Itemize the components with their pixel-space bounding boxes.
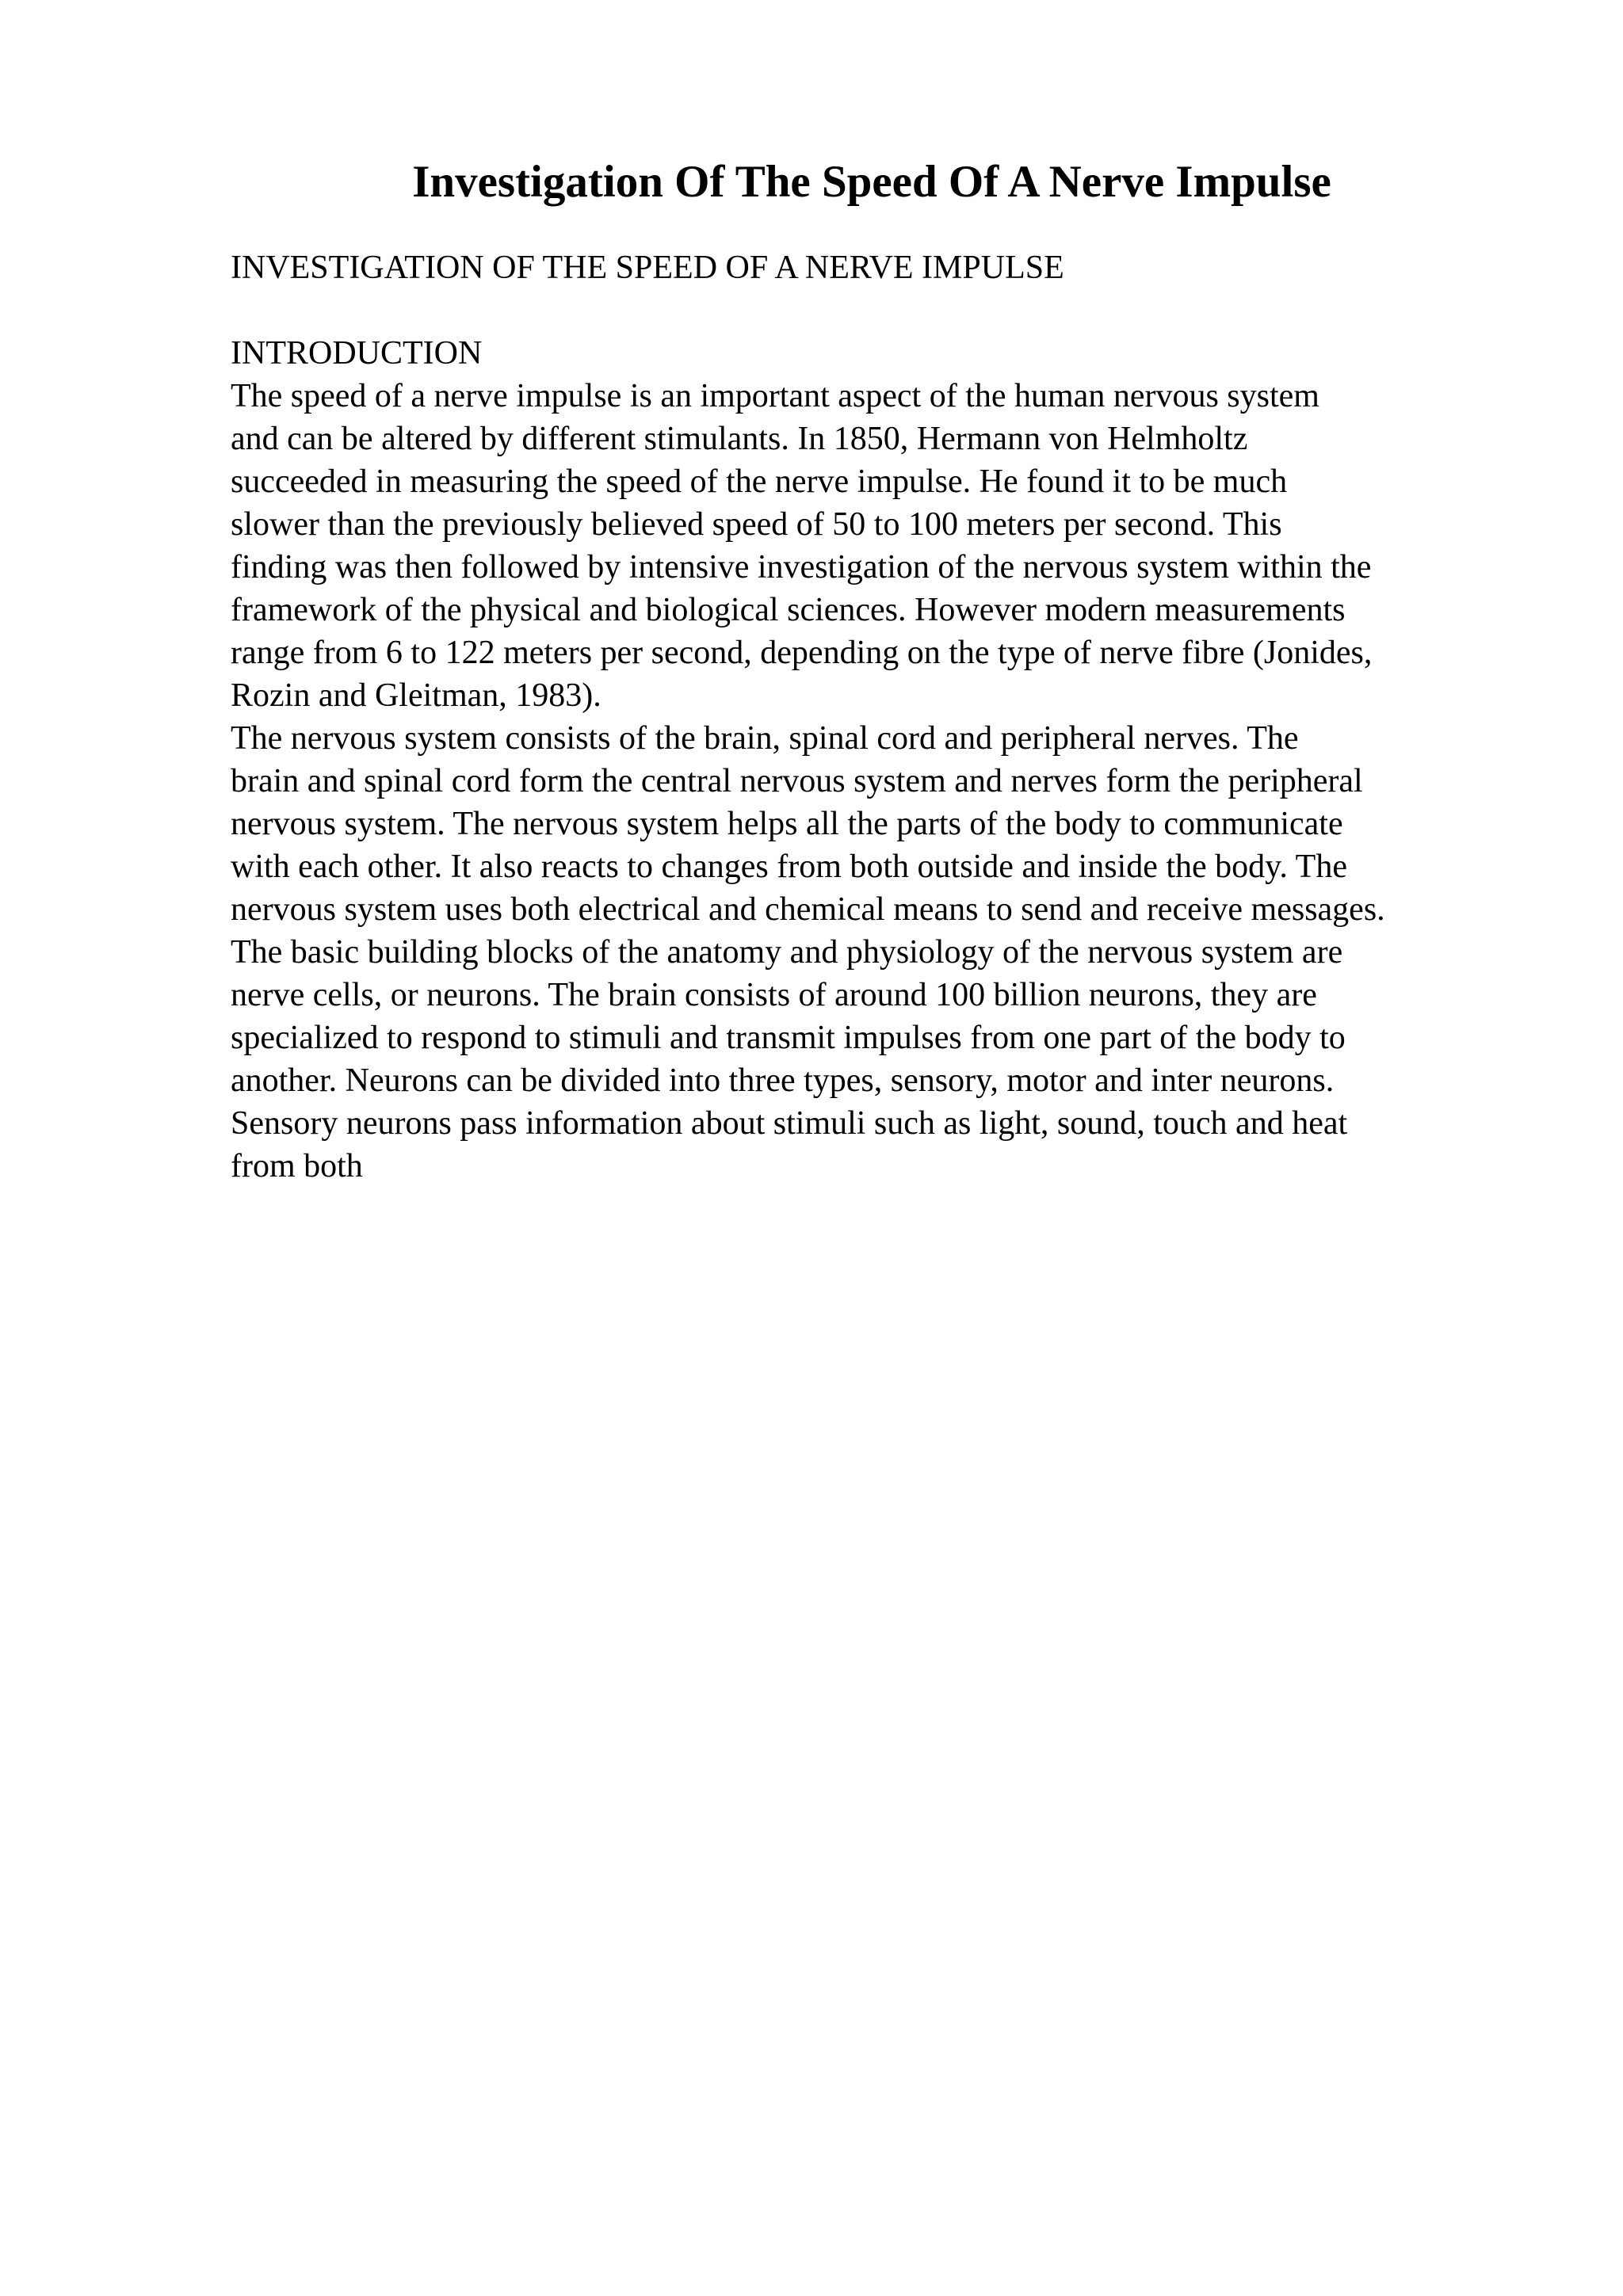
body-line: slower than the previously believed speed of 50 to 100 meters per second. This (231, 506, 1282, 543)
body-line: Rozin and Gleitman, 1983). (231, 677, 601, 714)
body-line: with each other. It also reacts to changes from both outside and inside the body. The (231, 849, 1347, 885)
body-line: nerve cells, or neurons. The brain consists of around 100 billion neurons, they are (231, 977, 1317, 1013)
body-line: from both (231, 1148, 363, 1184)
section-heading-introduction: INTRODUCTION (231, 335, 483, 372)
document-heading: INVESTIGATION OF THE SPEED OF A NERVE IMPULSE (231, 250, 1064, 286)
body-line: and can be altered by different stimulants. In 1850, Hermann von Helmholtz (231, 421, 1248, 457)
introduction-body (231, 375, 1514, 1188)
document-title: Investigation Of The Speed Of A Nerve Impulse (412, 157, 1331, 207)
body-line: The speed of a nerve impulse is an important aspect of the human nervous system (231, 378, 1319, 414)
body-line: The basic building blocks of the anatomy and physiology of the nervous system are (231, 934, 1343, 971)
body-line: specialized to respond to stimuli and transmit impulses from one part of the body to (231, 1020, 1346, 1056)
body-line: Sensory neurons pass information about stimuli such as light, sound, touch and heat (231, 1105, 1348, 1142)
body-line: succeeded in measuring the speed of the nerve impulse. He found it to be much (231, 463, 1288, 500)
body-line: The nervous system consists of the brain, spinal cord and peripheral nerves. The (231, 720, 1299, 757)
body-line: finding was then followed by intensive investigation of the nervous system within the (231, 549, 1372, 585)
body-line: brain and spinal cord form the central nervous system and nerves form the peripheral (231, 763, 1363, 799)
body-line: nervous system uses both electrical and chemical means to send and receive messages. (231, 891, 1385, 928)
body-line: range from 6 to 122 meters per second, depending on the type of nerve fibre (Jonides, (231, 635, 1373, 671)
body-line: another. Neurons can be divided into three types, sensory, motor and inter neurons. (231, 1062, 1335, 1099)
body-line: nervous system. The nervous system helps all the parts of the body to communicate (231, 806, 1343, 842)
body-line: framework of the physical and biological sciences. However modern measurements (231, 592, 1346, 628)
